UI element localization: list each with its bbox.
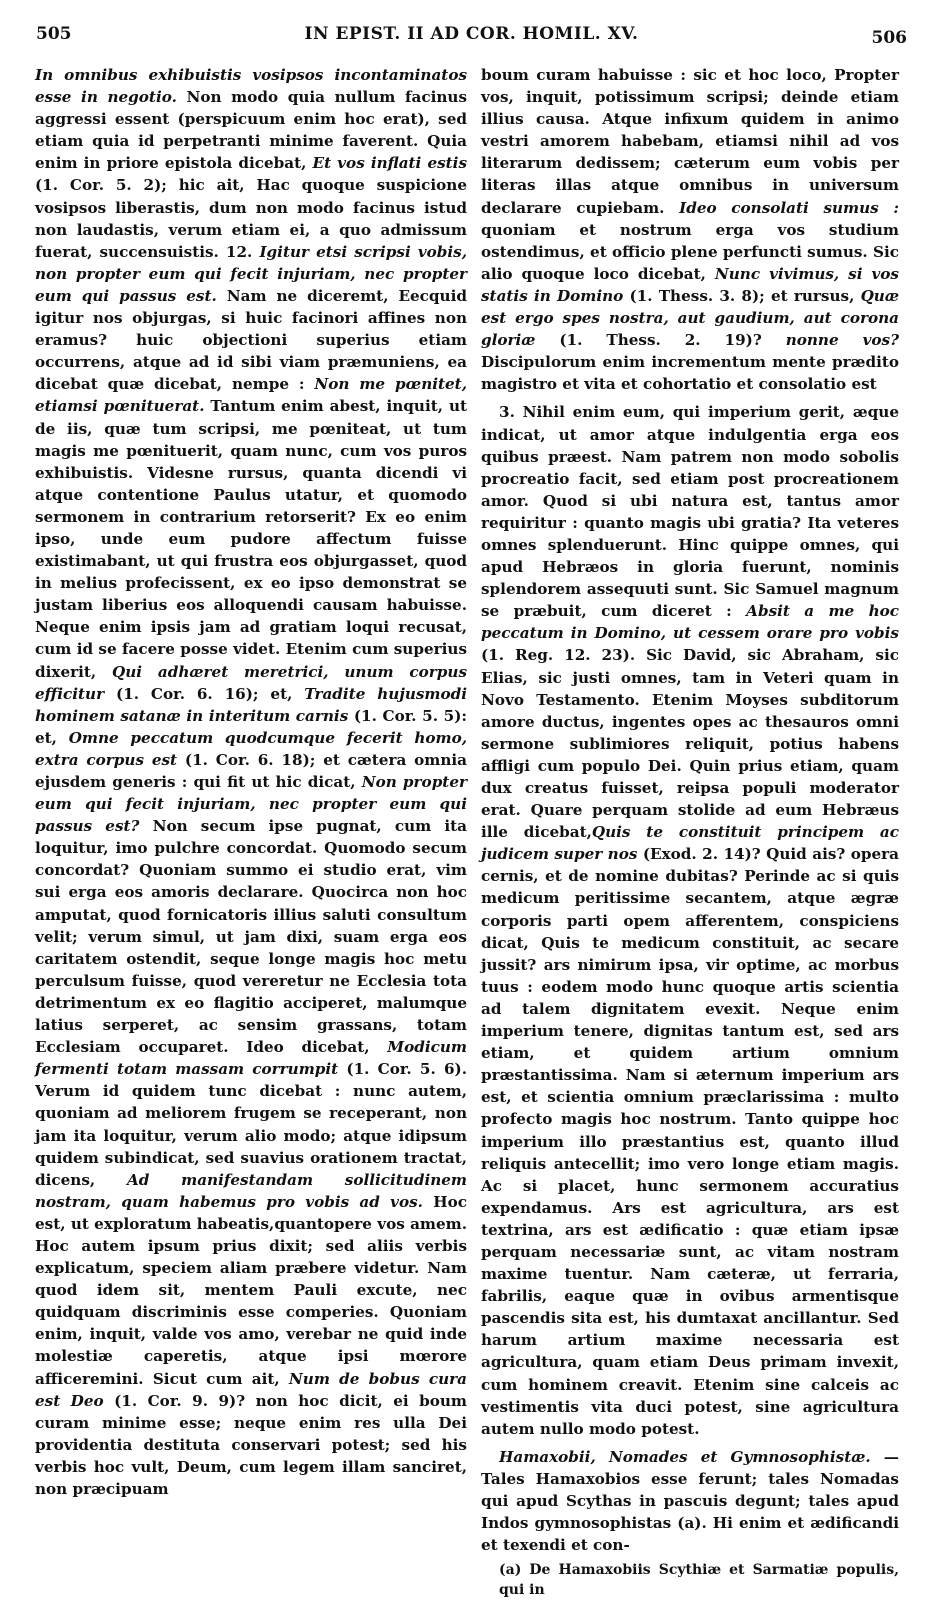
text-run: (1. Cor. 6. 16); et, xyxy=(104,684,305,703)
scripture-quote: In omnibus exhibuistis vosipsos incontaminatos esse in negotio. xyxy=(35,66,467,107)
section-heading: Hamaxobii, Nomades et Gymnosophistæ. xyxy=(499,1447,871,1466)
left-column xyxy=(35,64,467,1500)
text-run: (1. Thess. 3. 8); et rursus, xyxy=(623,286,861,305)
scripture-quote: Qui adhæret meretrici, unum corpus efficitur xyxy=(35,662,467,703)
scripture-quote: Num de bobus cura est Deo xyxy=(35,1369,467,1410)
text-run: (1. Cor. 5. 5): et, xyxy=(35,706,467,747)
scripture-quote: Nunc vivimus, si vos statis in Domino xyxy=(481,264,899,305)
right-paragraph-1 xyxy=(481,64,899,395)
text-run: (1. Cor. 6. 18); et cætera omnia ejusdem generis : qui fit ut hic dicat, xyxy=(35,750,467,791)
scripture-quote: Tradite hujusmodi hominem satanæ in interitum carnis xyxy=(35,684,468,725)
scripture-quote: Non propter eum qui fecit injuriam, nec propter eum qui passus est? xyxy=(35,773,467,836)
text-run: quoniam et nostrum erga vos studium ostendimus, et officio plene perfuncti sumus. Sic alio quoque loco dicebat, xyxy=(481,220,899,283)
text-run: Tantum enim abest, inquit, ut de iis, quæ tum scripsi, me pœniteat, ut tum magis me pœnituerit, quam nunc, cum vos puros exhibuistis. Videsne rursus, quanta dicendi vi atque contentione Paulus utatur, et quomodo sermonem in contrarium retorserit? Ex eo enim ipso, unde eum pudore affectum fuisse existimabant, ut qui frustra eos objurgasset, quod in melius profecissent, ex eo ipso demonstrat se justam liberius eos alloquendi causam habuisse. Neque enim ipsis jam ad gratiam loqui recusat, cum id se facere posse videt. Etenim cum superius dixerit, xyxy=(35,397,468,681)
scripture-quote: nonne vos? xyxy=(785,331,899,350)
scripture-quote: Quis te constituit principem ac judicem super nos xyxy=(481,823,899,864)
text-run: (1. Cor. 5. 6). Verum id quidem tunc dicebat : nunc autem, quoniam ad meliorem frugem se receperant, non jam ita loquitur, verum alio modo; atque idipsum quidem subindicat, sed suavius orationem tractat, dicens, xyxy=(35,1060,467,1189)
running-title: IN EPIST. II AD COR. HOMIL. XV. xyxy=(304,24,639,44)
text-run: (1. Cor. 9. 9)? non hoc dicit, ei boum curam minime esse; neque enim res ulla Dei providentia destituta conservari potest; sed his verbis hoc vult, Deum, cum legem illam sanciret, non præcipuam xyxy=(35,1391,468,1498)
text-run: (1. Cor. 5. 2); hic ait, Hac quoque suspicione vosipsos liberastis, dum non modo facinus istud non laudastis, verum etiam ei, a quo admissum fuerat, succensuistis. 12. xyxy=(35,176,467,261)
text-run: Non modo quia nullum facinus aggressi essent (perspicuum enim hoc erat), sed etiam quia id perpetranti minime faverent. Quia enim in priore epistola dicebat, xyxy=(35,88,467,173)
page-number-left: 505 xyxy=(36,24,72,44)
text-run: Non secum ipse pugnat, cum ita loquitur, imo pulchre concordat. Quomodo secum concordat? Quoniam summo ei studio erat, vim sui erga eos amoris declarare. Quocirca non hoc amputat, quod fornicatoris illius saluti consultum velit; verum simul, ut jam dixi, suam erga eos caritatem ostendit, seque longe magis hoc metu perculsum fuisse, quod vereretur ne Ecclesia tota detrimentum ex eo flagitio acciperet, malumque latius serperet, ac sensim grassans, totam Ecclesiam occuparet. Ideo dicebat, xyxy=(35,817,467,1057)
right-column xyxy=(481,64,899,1600)
text-run: (1. Thess. 2. 19)? xyxy=(535,331,786,350)
scripture-quote: Ideo consolati sumus : xyxy=(679,198,899,217)
text-run: (Exod. 2. 14)? Quid ais? opera cernis, et de nomine dubitas? Perinde ac si quis medicum peritissime secantem, atque ægræ corporis parti opem afferentem, conspiciens dicat, Quis te medicum constituit, ac secare jussit? ars nimirum ipsa, vir optime, ac morbus tuus : eodem modo hunc quoque artis scientia ad talem dignitatem evexit. Neque enim imperium tenere, dignitas tantum est, sed ars etiam, et quidem artium omnium præstantissima. Nam si æternum imperium ars est, et scientia omnium præclarissima : multo profecto magis hoc nostrum. Tanto quippe hoc imperium illo præstantius est, quanto illud reliquis antecellit; imo vero longe etiam magis. Ac si placet, hunc sermonem accuratius expendamus. Ars est agricultura, ars est textrina, ars est ædificatio : quæ etiam ipsæ perquam necessariæ sunt, ac vitam nostram maxime tuentur. Nam cæteræ, ut ferraria, fabrilis, eaque quæ in ovibus armentisque pascendis sita est, his dumtaxat ancillantur. Sed harum artium maxime necessaria est agricultura, quam etiam Deus primam invexit, cum hominem creavit. Etenim sine calceis ac vestimentis vita duci potest, sine agricultura autem nullo modo potest. xyxy=(481,845,899,1438)
text-run: Discipulorum enim incrementum mente prædito magistro et vita et cohortatio et consolatio est xyxy=(481,353,899,394)
scripture-quote: Ad manifestandam sollicitudinem nostram, quam habemus pro vobis ad vos. xyxy=(35,1170,468,1211)
text-run: Nam ne diceremt, Eecquid igitur nos objurgas, si huic facinori affines non eramus? huic objectioni superius etiam occurrens, atque ad id sibi viam præmuniens, ea dicebat quæ dicebat, nempe : xyxy=(35,286,467,394)
text-run: (1. Reg. 12. 23). Sic David, sic Abraham, sic Elias, sic justi omnes, tam in Veteri quam in Novo Testamento. Etenim Moyses subditorum amore ductus, ingentes opes ac thesauros omni sermone sublimiores reliquit, potius habens affligi cum populo Dei. Quin prius etiam, quam dux creatus fuisset, reipsa populi moderator erat. Quare perquam stolide ad eum Hebræus ille dicebat, xyxy=(481,646,899,842)
running-header xyxy=(36,18,907,48)
right-paragraph-2 xyxy=(481,401,899,1439)
scripture-quote: Modicum fermenti totam massam corrumpit xyxy=(35,1038,467,1079)
scripture-quote: Et vos inflati estis xyxy=(312,154,467,173)
scripture-quote: Quæ est ergo spes nostra, aut gaudium, aut corona gloriæ xyxy=(481,286,899,350)
scripture-quote: Non me pœnitet, etiamsi pœnituerat. xyxy=(35,375,467,416)
scripture-quote: Igitur etsi scripsi vobis, non propter eum qui fecit injuriam, nec propter eum qui passus est. xyxy=(35,242,468,305)
left-paragraph xyxy=(35,64,467,1500)
scripture-quote: Absit a me hoc peccatum in Domino, ut cessem orare pro vobis xyxy=(481,602,900,643)
text-run: boum curam habuisse : sic et hoc loco, Propter vos, inquit, potissimum scripsi; deinde etiam illius causa. Atque infixum quidem in animo vestri amorem habebam, etiamsi nihil ad vos literarum dedissem; cæterum eum vobis per literas illas atque omnibus in universum declarare cupiebam. xyxy=(481,66,899,217)
scripture-quote: Omne peccatum quodcumque fecerit homo, extra corpus est xyxy=(35,728,467,769)
page-number-right: 506 xyxy=(871,28,907,48)
text-run: — Tales Hamaxobios esse ferunt; tales Nomadas qui apud Scythas in pascuis degunt; tales apud Indos gymnosophistas (a). Hi enim et ædificandi et texendi et con- xyxy=(481,1447,899,1555)
text-run: 3. Nihil enim eum, qui imperium gerit, æque indicat, ut amor atque indulgentia erga eos quibus præest. Nam patrem non modo sobolis procreatio facit, sed etiam post procreationem amor. Quod si ubi natura est, tantus amor requiritur : quanto magis ubi gratia? Ita veteres omnes splenduerunt. Hinc quippe omnes, qui apud Hebræos in gloria fuerunt, nominis splendorem assequuti sunt. Sic Samuel magnum se præbuit, cum diceret : xyxy=(481,403,899,621)
footnote: (a) De Hamaxobiis Scythiæ et Sarmatiæ populis, qui in xyxy=(499,1562,899,1599)
text-run: Hoc est, ut exploratum habeatis,quantopere vos amem. Hoc autem ipsum prius dixit; sed aliis verbis explicatum, speciem aliam præbere videtur. Nam quod idem sit, mentem Pauli excute, nec quidquam discriminis esse comperies. Quoniam enim, inquit, valde vos amo, verebar ne quid inde molestiæ caperetis, atque ipsi mœrore afficeremini. Sicut cum ait, xyxy=(35,1192,468,1388)
